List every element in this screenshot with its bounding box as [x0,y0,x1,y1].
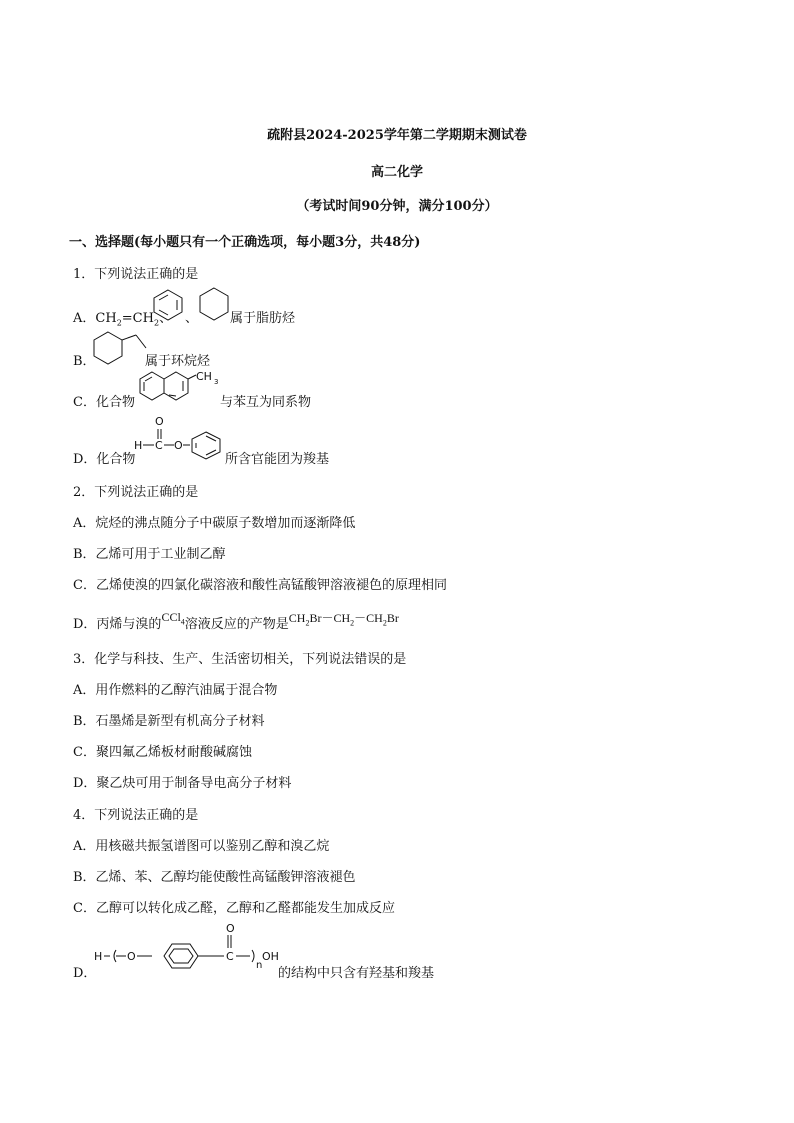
q1-a-sep2: 、 [185,311,199,326]
phenyl-formate-structure [134,414,226,462]
svg-text:O: O [155,415,164,428]
methylnaphthalene-structure [136,366,224,410]
q3-option-b: B．石墨烯是新型有机高分子材料 [73,714,265,729]
q3-option-a: A．用作燃料的乙醇汽油属于混合物 [73,683,278,698]
q4-option-d: D． [73,966,97,981]
q2-option-c: C．乙烯使溴的四氯化碳溶液和酸性高锰酸钾溶液褪色的原理相同 [73,578,447,593]
q4-d-tail: 的结构中只含有羟基和羧基 [278,966,435,981]
svg-text:O: O [127,950,136,963]
exam-title: 疏附县2024-2025学年第二学期期末测试卷 [267,128,527,143]
q3-option-d: D．聚乙炔可用于制备导电高分子材料 [73,776,292,791]
exam-subject: 高二化学 [370,165,423,180]
q2-stem: 2．下列说法正确的是 [73,485,199,500]
svg-text:OH: OH [262,950,279,963]
q1-option-d: D．化合物 [73,452,136,467]
q1-a-tail: 属于脂肪烃 [230,311,296,326]
section-heading: 一、选择题(每小题只有一个正确选项，每小题3分，共48分) [69,235,421,250]
q1-stem: 1．下列说法正确的是 [73,267,199,282]
exam-info: （考试时间90分钟，满分100分） [296,199,498,214]
q1-d-tail: 所含官能团为羧基 [225,452,330,467]
polyester-structure [92,922,282,974]
q4-stem: 4．下列说法正确的是 [73,808,199,823]
methyl-label: CH [196,370,212,383]
benzene-structure [150,288,186,322]
q1-b-tail: 属于环烷烃 [145,354,211,369]
svg-text:n: n [256,960,263,971]
q3-stem: 3．化学与科技、生产、生活密切相关，下列说法错误的是 [73,652,407,667]
q1-option-b: B． [73,354,96,369]
svg-text:3: 3 [214,378,219,386]
methylcyclohexane-structure [92,330,148,366]
svg-text:C: C [155,439,163,452]
svg-text:O: O [226,922,235,935]
svg-text:H: H [134,439,143,452]
svg-text:O: O [174,439,183,452]
q1-option-c: C．化合物 [73,395,135,410]
q4-option-c: C．乙醇可以转化成乙醛，乙醇和乙醛都能发生加成反应 [73,901,395,916]
q4-option-b: B．乙烯、苯、乙醇均能使酸性高锰酸钾溶液褪色 [73,870,356,885]
q4-option-a: A．用核磁共振氢谱图可以鉴别乙醇和溴乙烷 [73,839,330,854]
q1-option-a: A．$CH_2=CH_2$、 [73,311,173,328]
q1-c-tail: 与苯互为同系物 [220,395,312,410]
svg-text:C: C [226,950,234,963]
q3-option-c: C．聚四氟乙烯板材耐酸碱腐蚀 [73,745,252,760]
cyclohexane-structure [196,286,232,322]
q2-option-a: A．烷烃的沸点随分子中碳原子数增加而逐渐降低 [73,516,356,531]
q2-option-d: D．丙烯与溴的CCl$_4$溶液反应的产物是$CH_2Br-CH_2-CH_2Br$ [73,610,399,632]
q2-option-b: B．乙烯可用于工业制乙醇 [73,547,226,562]
svg-text:H: H [94,950,103,963]
